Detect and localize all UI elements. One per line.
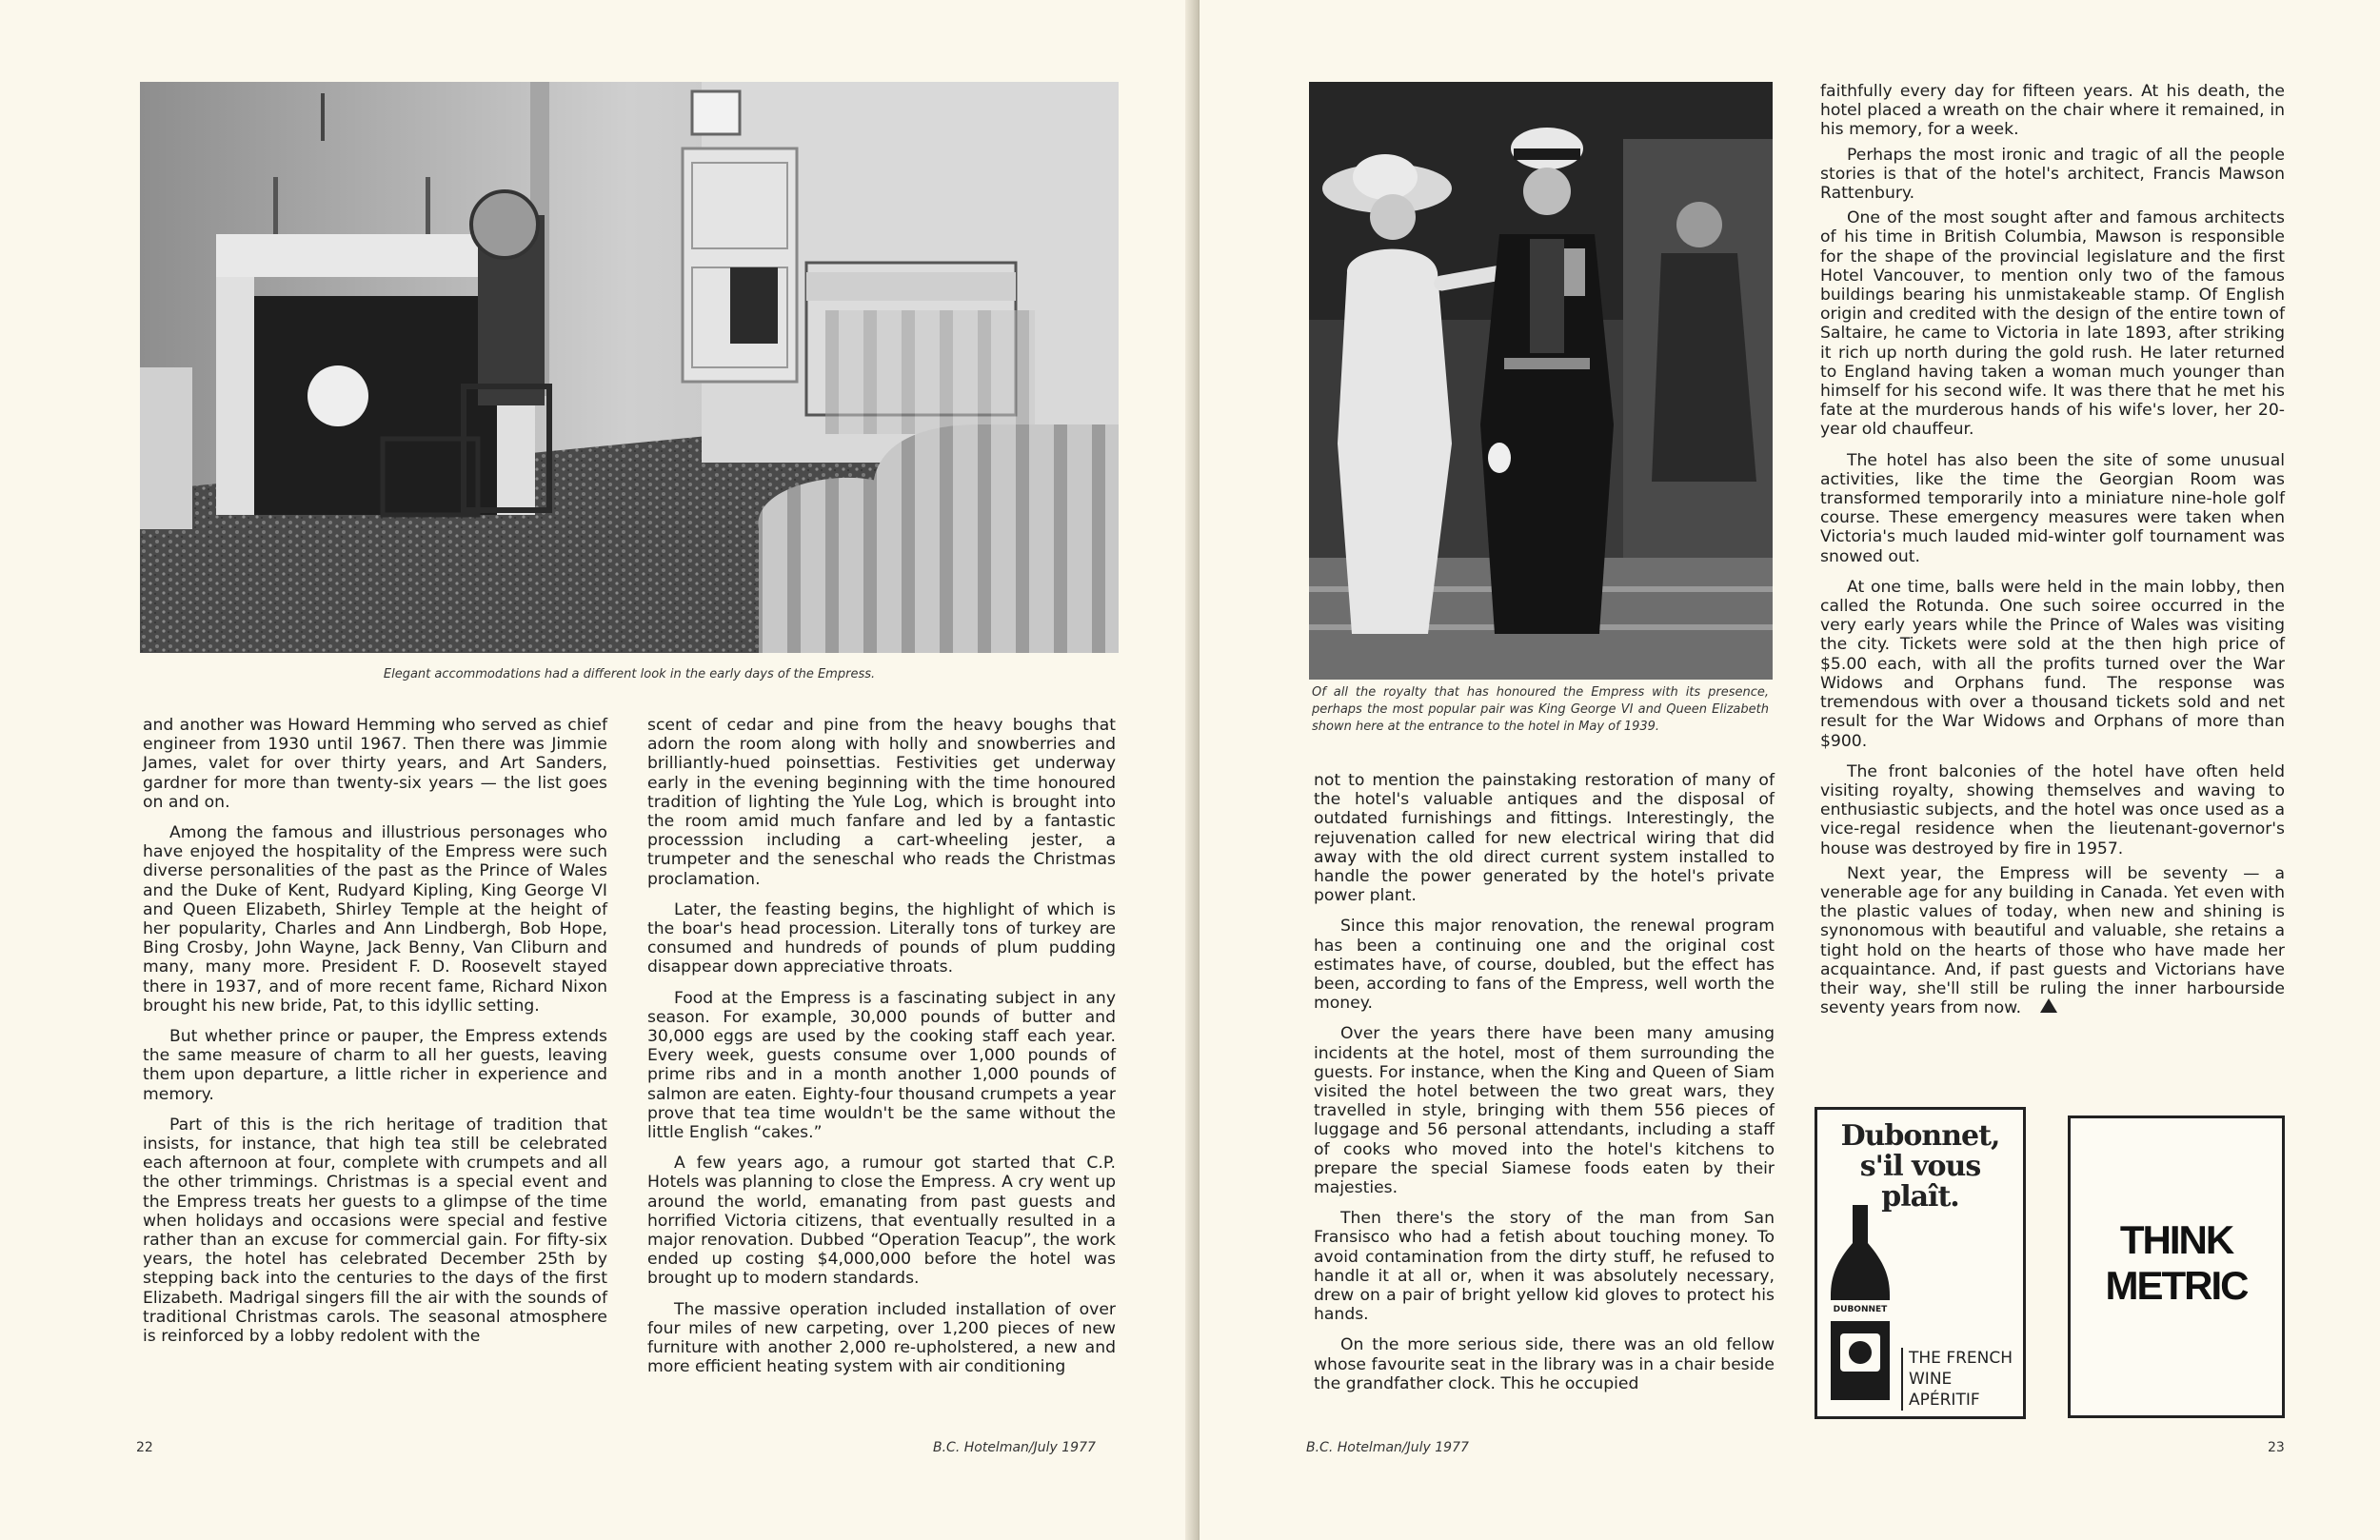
royal-couple-photo-caption: Of all the royalty that has honoured the Empress with its presence, perhaps the most popular pair was King George VI and Queen Elizabeth shown here at the entrance to the hotel in May of 1939. (1312, 685, 1769, 734)
royal-couple-photo (1309, 82, 1773, 680)
think-metric-text (2071, 1217, 2282, 1309)
paragraph: scent of cedar and pine from the heavy boughs that adorn the room along with holly and snowberries and brilliantly-hued poinsettias. Festivities get underway early in the evening beginning with the time honoured tradition of lighting the Yule Log, which is brought into the room amid much fanfare and led by a fantastic processsion including a cart-wheeling jester, a trumpeter and the seneschal who reads the Christmas proclamation. (647, 716, 1116, 889)
paragraph: At one time, balls were held in the main lobby, then called the Rotunda. One such soiree occurred in the very early years while the Prince of Wales was visiting the city. Tickets were sold at the then high price of $5.00 each, with all the profits turned over the War Widows and Orphans fund. The response was tremendous with over a thousand tickets sold and net result for the War Widows and Orphans of more than $900. (1820, 577, 2285, 751)
paragraph: The front balconies of the hotel have often held visiting royalty, showing themselves and waving to enthusiastic subjects, and the hotel was once used as a vice-regal residence when the lieutenant-governor's house was destroyed by fire in 1957. (1820, 761, 2285, 859)
dubonnet-tagline-line-1: THE FRENCH (1909, 1349, 2013, 1368)
publication-footer: B.C. Hotelman/July 1977 (1306, 1440, 1469, 1455)
dubonnet-ad (1815, 1107, 2026, 1419)
paragraph: Since this major renovation, the renewal program has been a continuing one and the original cost estimates have, of course, doubled, but the effect has been, according to fans of the Empress, well worth the money. (1314, 917, 1775, 1014)
paragraph: But whether prince or pauper, the Empress extends the same measure of charm to all her guests, leaving them upon departure, a little richer in experience and memory. (143, 1027, 607, 1104)
right-page (1200, 0, 2380, 1540)
dubonnet-bottle-label: DUBONNET (1833, 1305, 1888, 1314)
bedroom-photo-image (140, 82, 1119, 653)
paragraph: faithfully every day for fifteen years. At his death, the hotel placed a wreath on the chair where it remained, in his memory, for a week. (1820, 82, 2285, 140)
think-metric-ad (2068, 1116, 2285, 1418)
page-number: 22 (136, 1440, 153, 1455)
publication-footer: B.C. Hotelman/July 1977 (933, 1440, 1096, 1455)
page-number: 23 (2268, 1440, 2285, 1455)
paragraph: Among the famous and illustrious personages who have enjoyed the hospitality of the Empress were such diverse personalities of the past as the Prince of Wales and the Duke of Kent, Rudyard Kipling, King George VI and Queen Elizabeth, Shirley Temple at the height of her popularity, Charles and Ann Lindbergh, Bob Hope, Bing Crosby, John Wayne, Jack Benny, Van Cliburn and many, many more. President F. D. Roosevelt stayed there in 1937, and of more recent fame, Richard Nixon brought his new bride, Pat, to this idyllic setting. (143, 823, 607, 1016)
dubonnet-headline-line-1: Dubonnet, (1840, 1119, 2000, 1153)
paragraph: On the more serious side, there was an old fellow whose favourite seat in the library was in a chair beside the grandfather clock. This he occupied (1314, 1335, 1775, 1393)
end-of-article-triangle-icon (2040, 998, 2057, 1013)
paragraph: The massive operation included installation of over four miles of new carpeting, over 1,200 pieces of new furniture with another 2,000 re-upholstered, a new and more efficient heating system with air conditioning (647, 1299, 1116, 1377)
left-page-column-1 (143, 716, 607, 1357)
dubonnet-headline-line-2: s'il vous plaît. (1859, 1150, 1981, 1214)
paragraph: The hotel has also been the site of some unusual activities, like the time the Georgian Room was transformed temporarily into a miniature nine-hole golf course. These emergency measures were taken when Victoria's much lauded mid-winter golf tournament was snowed out. (1820, 450, 2285, 566)
paragraph: Perhaps the most ironic and tragic of all the people stories is that of the hotel's architect, Francis Mawson Rattenbury. (1820, 145, 2285, 204)
think-metric-line-2: METRIC (2105, 1263, 2248, 1308)
paragraph: Food at the Empress is a fascinating subject in any season. For example, 30,000 pounds of butter and 30,000 eggs are used by the cooking staff each year. Every week, guests consume over 1,000 pounds of prime ribs and in a month another 1,000 pounds of salmon are eaten. Eighty-four thousand crumpets a year prove that tea time wouldn't be the same without the little English “cakes.” (647, 988, 1116, 1143)
royal-couple-photo-image (1309, 82, 1773, 680)
paragraph: One of the most sought after and famous architects of his time in British Columbia, Mawson is responsible for the shape of the provincial legislature and the first Hotel Vancouver, to mention only two of the famous buildings bearing his unmistakeable stamp. Of English origin and credited with the design of the entire town of Saltaire, he came to Victoria in late 1893, after striking it rich up north during the gold rush. He later returned to England having taken a woman much younger than himself for his second wife. It was there that he met his fate at the murderous hands of his wife's lover, her 20-year old chauffeur. (1820, 208, 2285, 440)
paragraph: Part of this is the rich heritage of tradition that insists, for instance, that high tea still be celebrated each afternoon at four, complete with crumpets and all the other trimmings. Christmas is a special event and the Empress treats her guests to a glimpse of the time when holidays and occasions were special and festive rather than an excuse for commercial gain. For fifty-six years, the hotel has celebrated December 25th by stepping back into the centuries to the days of the first Elizabeth. Madrigal singers fill the air with the sounds of traditional Christmas carols. The seasonal atmosphere is reinforced by a lobby redolent with the (143, 1115, 607, 1347)
paragraph: A few years ago, a rumour got started that C.P. Hotels was planning to close the Empress. A cry went up around the world, emanating from past guests and horrified Victoria citizens, that eventually resulted in a major renovation. Dubbed “Operation Teacup”, the work ended up costing $4,000,000 before the hotel was brought up to modern standards. (647, 1154, 1116, 1289)
bedroom-photo-caption: Elegant accommodations had a different look in the early days of the Empress. (383, 667, 876, 681)
dubonnet-tagline (1901, 1348, 2027, 1411)
right-page-column-2 (1820, 82, 2285, 1017)
think-metric-line-1: THINK (2119, 1217, 2233, 1262)
dubonnet-headline (1823, 1121, 2017, 1213)
paragraph (1820, 864, 2285, 1018)
paragraph: Over the years there have been many amusing incidents at the hotel, most of them surrounding the guests. For instance, when the King and Queen of Siam visited the hotel between the two great wars, they travelled in style, bringing with them 556 pieces of luggage and 56 personal attendants, including a staff of cooks who moved into the hotel's kitchens to prepare the special Siamese foods eaten by their majesties. (1314, 1024, 1775, 1198)
dubonnet-tagline-line-2: WINE APÉRITIF (1909, 1370, 1980, 1410)
paragraph: not to mention the painstaking restoration of many of the hotel's valuable antiques and the disposal of outdated furnishings and fittings. Interestingly, the rejuvenation called for new electrical wiring that did away with the old direct current system installed to handle the power generated by the hotel's private power plant. (1314, 771, 1775, 906)
closing-paragraph-text: Next year, the Empress will be seventy — a venerable age for any building in Canada. Yet even with the plastic values of today, when new and shining is synonomous with beautiful and valuable, she retains a tight hold on the hearts of those who have made her acquaintance. And, if past guests and Victorians have their way, she'll still be ruling the inner harbourside seventy years from now. (1820, 863, 2285, 1018)
paragraph: and another was Howard Hemming who served as chief engineer from 1930 until 1967. Then there was Jimmie James, valet for over thirty years, and Art Sanders, gardner for more than twenty-six years — the list goes on and on. (143, 716, 607, 812)
left-page-column-2 (647, 716, 1116, 1389)
paragraph: Then there's the story of the man from San Fransisco who had a fetish about touching money. To avoid contamination from the dirty stuff, he refused to handle it at all or, when it was absolutely necessary, drew on a pair of bright yellow kid gloves to protect his hands. (1314, 1209, 1775, 1325)
paragraph: Later, the feasting begins, the highlight of which is the boar's head procession. Literally tons of turkey are consumed and hundreds of pounds of plum pudding disappear down appreciative throats. (647, 899, 1116, 977)
bedroom-photo (140, 82, 1119, 653)
right-page-column-1 (1314, 771, 1775, 1405)
